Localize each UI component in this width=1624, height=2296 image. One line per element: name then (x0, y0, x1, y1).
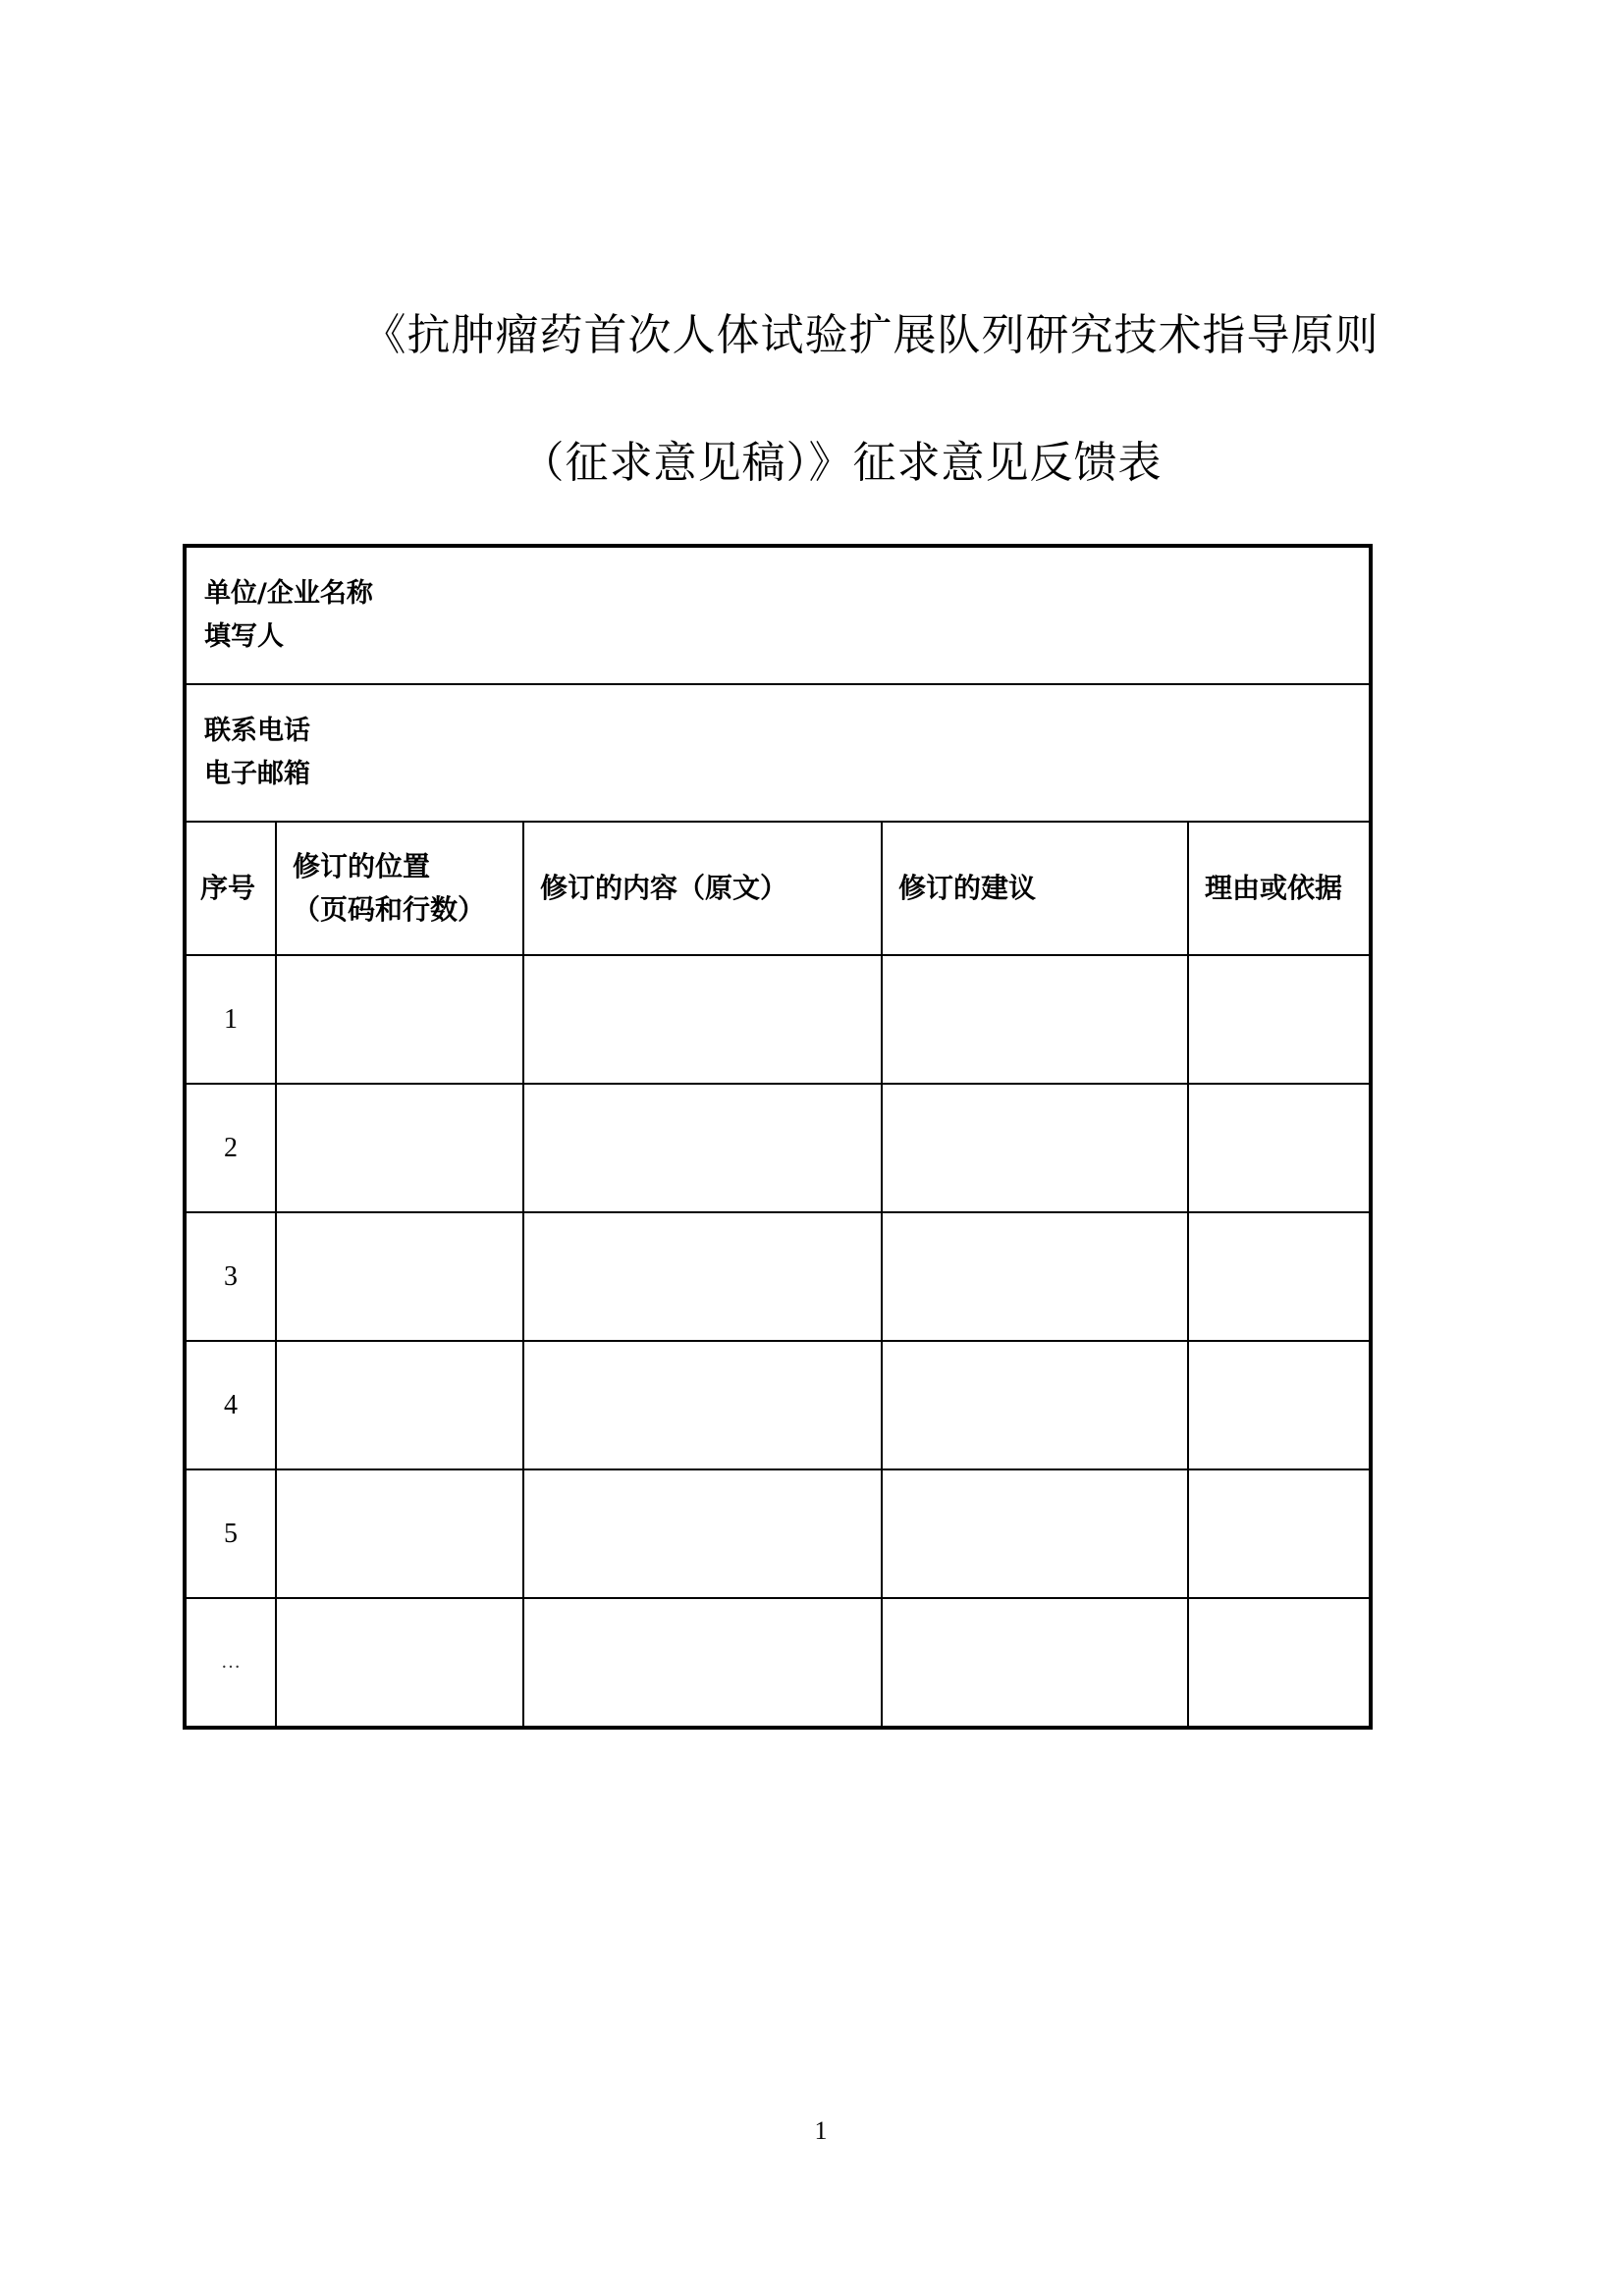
suggestion-input-cell[interactable] (882, 1084, 1188, 1212)
reason-input-cell[interactable] (1188, 1598, 1371, 1728)
content-input-cell[interactable] (523, 1212, 882, 1341)
row-number: 3 (185, 1212, 276, 1341)
suggestion-input-cell[interactable] (882, 1598, 1188, 1728)
content-input-cell[interactable] (523, 1598, 882, 1728)
row-number: 2 (185, 1084, 276, 1212)
location-input-cell[interactable] (276, 1084, 523, 1212)
content-input-cell[interactable] (523, 1341, 882, 1469)
table-row (185, 1084, 1371, 1212)
header-suggestion: 修订的建议 (882, 822, 1188, 955)
phone-label: 联系电话 (204, 716, 310, 746)
reason-input-cell[interactable] (1188, 1469, 1371, 1598)
header-location (276, 822, 523, 955)
header-location-line1: 修订的位置 (293, 850, 431, 882)
location-input-cell[interactable] (276, 1469, 523, 1598)
table-row (185, 955, 1371, 1084)
organization-name-label: 单位/企业名称 (204, 578, 373, 609)
suggestion-input-cell[interactable] (882, 955, 1188, 1084)
location-input-cell[interactable] (276, 1341, 523, 1469)
table-row (185, 1469, 1371, 1598)
location-input-cell[interactable] (276, 955, 523, 1084)
page-number: 1 (814, 2116, 828, 2145)
feedback-form-table (183, 544, 1373, 1730)
reason-input-cell[interactable] (1188, 955, 1371, 1084)
row-number: 4 (185, 1341, 276, 1469)
content-input-cell[interactable] (523, 1084, 882, 1212)
header-row (185, 822, 1371, 955)
table-row (185, 1341, 1371, 1469)
reason-input-cell[interactable] (1188, 1084, 1371, 1212)
organization-filler-cell[interactable] (185, 546, 1371, 684)
reason-input-cell[interactable] (1188, 1212, 1371, 1341)
content-input-cell[interactable] (523, 955, 882, 1084)
reason-input-cell[interactable] (1188, 1341, 1371, 1469)
header-location-line2: （页码和行数） (293, 893, 486, 926)
header-reason: 理由或依据 (1188, 822, 1371, 955)
header-seq: 序号 (185, 822, 276, 955)
table-row (185, 1212, 1371, 1341)
suggestion-input-cell[interactable] (882, 1212, 1188, 1341)
location-input-cell[interactable] (276, 1598, 523, 1728)
email-label: 电子邮箱 (204, 759, 310, 789)
header-content: 修订的内容（原文） (523, 822, 882, 955)
table-row (185, 1598, 1371, 1728)
info-row-contact (185, 684, 1371, 822)
row-number: 1 (185, 955, 276, 1084)
suggestion-input-cell[interactable] (882, 1341, 1188, 1469)
suggestion-input-cell[interactable] (882, 1469, 1188, 1598)
contact-cell[interactable] (185, 684, 1371, 822)
filler-name-label: 填写人 (204, 621, 284, 652)
document-title-line1: 《抗肿瘤药首次人体试验扩展队列研究技术指导原则 (362, 310, 1380, 360)
info-row-organization (185, 546, 1371, 684)
document-title-line2: （征求意见稿）》征求意见反馈表 (520, 438, 1163, 488)
row-number: … (185, 1598, 276, 1728)
row-number: 5 (185, 1469, 276, 1598)
location-input-cell[interactable] (276, 1212, 523, 1341)
content-input-cell[interactable] (523, 1469, 882, 1598)
